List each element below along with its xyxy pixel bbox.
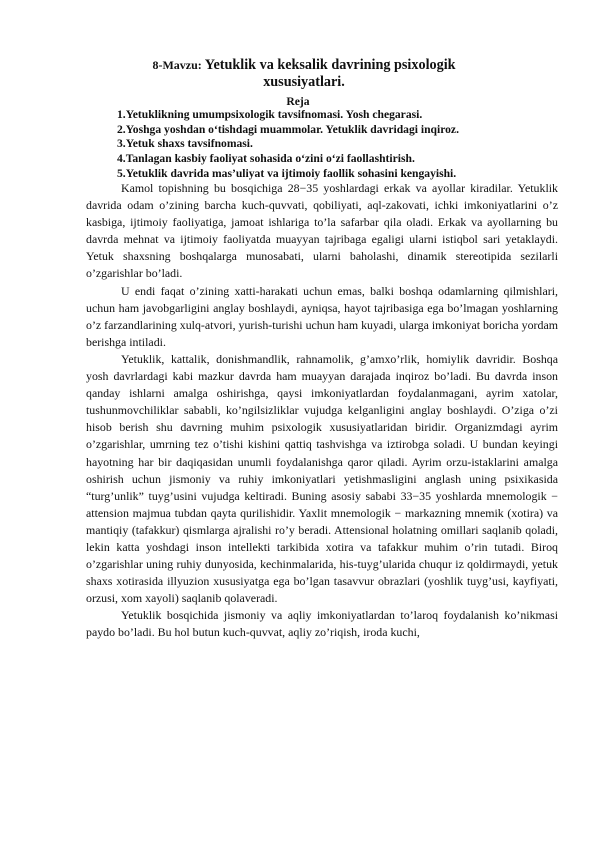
plan-item: 5.Yetuklik davrida mas’uliyat va ijtimoiy faollik sohasini kengayishi. (117, 166, 457, 180)
body-text (86, 180, 558, 642)
plan-item: 1.Yetuklikning umumpsixologik tavsifnomasi. Yosh chegarasi. (117, 108, 423, 121)
plan-item: 2.Yoshga yoshdan o‘tishdagi muammolar. Yetuklik davridagi inqiroz. (117, 122, 459, 136)
paragraph: Yetuklik, kattalik, donishmandlik, rahnamolik, g’amxo’rlik, homiylik davridir. Boshqa yosh davrlardagi kabi mazkur davrda ham muayyan darajada inqiroz bo’ladi. Bu davrda inson qanday ishlarni amalga oshirishga, qaysi imkoniyatlardan foydalanmagani, ayrim xatolar, tushunmovchiliklar sababli, ko’ngilsizliklar vujudga kelganligini anglay boshlaydi. O’ziga o’zi hisob berish shu davrning muhim psixologik xususiyatlaridan biridir. Organizmdagi ayrim o’zgarishlar, umrning tez o’tishi kishini qattiq tashvishga va iztirobga soladi. U bundan keyingi hayotning har bir daqiqasidan unumli foydalanishga qaror qiladi. Ayrim orzu-istaklarini amalga oshirish uchun jismoniy va ruhiy imkoniyatlari yetishmasligini anglash uning psixikasida “turg’unlik” tuyg’usini vujudga keltiradi. Buning asosiy sababi 33−35 yoshlarda mnemologik − attension majmua tubdan qayta qurilishidir. Yaxlit mnemologik − markazning mnemik (xotira) va mantiqiy (tafakkur) qismlarga ajralishi ro’y beradi. Attensional holatning omillari saqlanib qoladi, lekin katta yoshdagi inson intellekti tarkibida xotira va tafakkur muhim o’rin tutadi. Biroq o’zgarishlar uning ruhiy dunyosida, kechinmalarida, his-tuyg’ularida chuqur iz qoldirmaydi, yetuk shaxs xotirasida illyuzion xususiyatga ega bo’lgan tasavvur obrazlari (yoshlik tuyg’usi, kayfiyati, orzusi, xom xayoli) saqlanib qolaveradi. (86, 351, 558, 606)
plan-item: 3.Yetuk shaxs tavsifnomasi. (117, 137, 253, 151)
plan-item: 4.Tanlagan kasbiy faoliyat sohasida o‘zini o‘zi faollashtirish. (117, 152, 415, 166)
title-line-2: xususiyatlari. (263, 74, 345, 90)
title-line-1: Yetuklik va keksalik davrining psixologik (201, 57, 456, 73)
paragraph: Kamol topishning bu bosqichiga 28−35 yoshlardagi erkak va ayollar kiradilar. Yetuklik davrida odam o’zining barcha kuch-quvvati, qobiliyati, aql-zakovati, ichki imkoniyatlarini o’z kasbiga, ijtimoiy faoliyatiga, jamoat ishlariga to’la safarbar qila oladi. Erkak va ayollarning bu davrda mehnat va ijtimoiy faoliyatda muayyan tajribaga egaligi ularni istiqbol sari yetaklaydi. Yetuk shaxsning boshqalarga munosabati, ularni baholashi, dinamik stereotipida sezilarli o’zgarishlar bo’ladi. (86, 181, 558, 281)
plan-list (117, 108, 459, 182)
plan-heading: Reja (286, 95, 310, 108)
paragraph: U endi faqat o’zining xatti-harakati uchun emas, balki boshqa odamlarning qilmishlari, uchun ham javobgarligini anglay boshlaydi, ayniqsa, hayot tajribasiga ega bo’lmagan yoshlarning o’z farzandlarining xulq-atvori, yurish-turishi uchun ham kuyadi, ularga imkoniyat boricha yordam berishga intiladi. (86, 283, 558, 349)
title-prefix: 8-Mavzu: (152, 58, 202, 72)
paragraph: Yetuklik bosqichida jismoniy va aqliy imkoniyatlardan to’laroq foydalanish ko’nikmasi paydo bo’ladi. Bu hol butun kuch-quvvat, aqliy zo’riqish, iroda kuchi, (86, 608, 558, 640)
page-title (84, 57, 524, 91)
